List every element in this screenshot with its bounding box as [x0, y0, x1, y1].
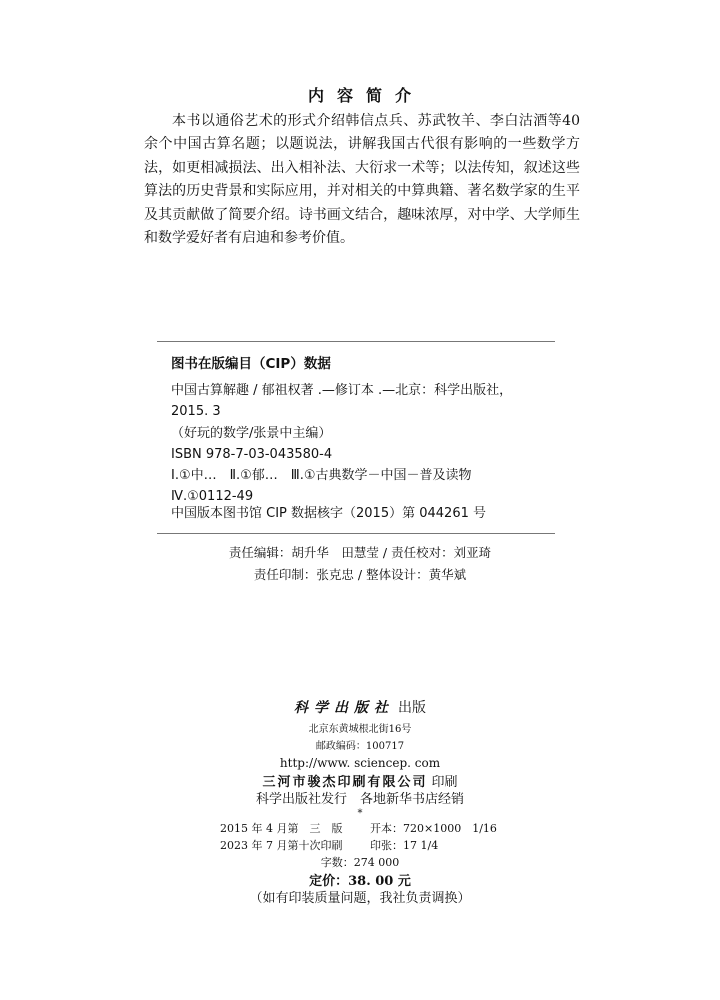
edition-info: 2015 年 4 月第 三 版 [220, 822, 343, 835]
printing-info: 2023 年 7 月第十次印刷 [220, 839, 343, 852]
publisher-line [0, 700, 720, 717]
printer-line [0, 774, 720, 791]
editor-credits [0, 542, 720, 586]
distribution-line: 科学出版社发行 各地新华书店经销 [255, 792, 464, 807]
price: 定价：38. 00 元 [309, 874, 411, 889]
summary-body [144, 110, 580, 250]
publisher-website: http://www. sciencep. com [279, 756, 441, 770]
summary-paragraph: 本书以通俗艺术的形式介绍韩信点兵、苏武牧羊、李白沽酒等40余个中国古算名题；以题说法，讲解我国古代很有影响的一些数学方法，如更相减损法、出入相补法、大衍求一术等；以法传知，叙述这些算法的历史背景和实际应用，并对相关的中算典籍、著名数学家的生平及其贡献做了简要介绍。诗书画文结合，趣味浓厚，对中学、大学师生和数学爱好者有启迪和参考价值。 [144, 113, 580, 247]
cip-line: Ⅰ.①中… Ⅱ.①郁… Ⅲ.①古典数学－中国－普及读物 [171, 468, 472, 484]
summary-title-char: 内 [307, 86, 325, 105]
editor-credits-line: 责任编辑：胡升华 田慧莹 / 责任校对：刘亚琦 [228, 545, 492, 560]
cip-record-number: 中国版本图书馆 CIP 数据核字（2015）第 044261 号 [171, 506, 486, 521]
summary-title-char: 简 [366, 86, 384, 105]
cip-title: 图书在版编目（CIP）数据 [171, 356, 331, 372]
cip-line: ISBN 978-7-03-043580-4 [171, 446, 333, 462]
edition-row [0, 820, 720, 837]
publisher-logo-text: 科学出版社 [294, 700, 394, 716]
cip-line: （好玩的数学/张景中主编） [171, 425, 332, 441]
summary-title-char: 容 [336, 86, 354, 105]
publisher-postcode: 邮政编码：100717 [315, 741, 405, 752]
format-info: 开本：720×1000 1/16 [370, 822, 497, 835]
cip-line: 中国古算解趣 / 郁祖权著 .—修订本 .—北京：科学出版社， [171, 383, 513, 398]
cip-line: 2015. 3 [171, 404, 221, 420]
sheets-info: 印张：17 1/4 [370, 839, 439, 852]
summary-title [0, 83, 720, 106]
cip-bottom-divider [157, 533, 555, 534]
printing-row [0, 837, 720, 854]
printer-suffix: 印刷 [431, 775, 458, 790]
imprint [0, 700, 720, 907]
cip-top-divider [157, 341, 555, 342]
publisher-suffix: 出版 [398, 700, 426, 716]
separator-star: * [357, 808, 363, 819]
word-count: 字数：274 000 [320, 856, 400, 869]
printer-name: 三河市骏杰印刷有限公司 [262, 775, 428, 790]
publisher-address: 北京东黄城根北街16号 [308, 724, 412, 735]
editor-credits-line: 责任印制：张克忠 / 整体设计：黄华斌 [253, 567, 467, 582]
quality-note: （如有印装质量问题，我社负责调换） [249, 891, 471, 906]
cip-lines [171, 380, 551, 508]
cip-line: Ⅳ.①0112-49 [171, 489, 254, 505]
summary-title-char: 介 [395, 86, 413, 105]
